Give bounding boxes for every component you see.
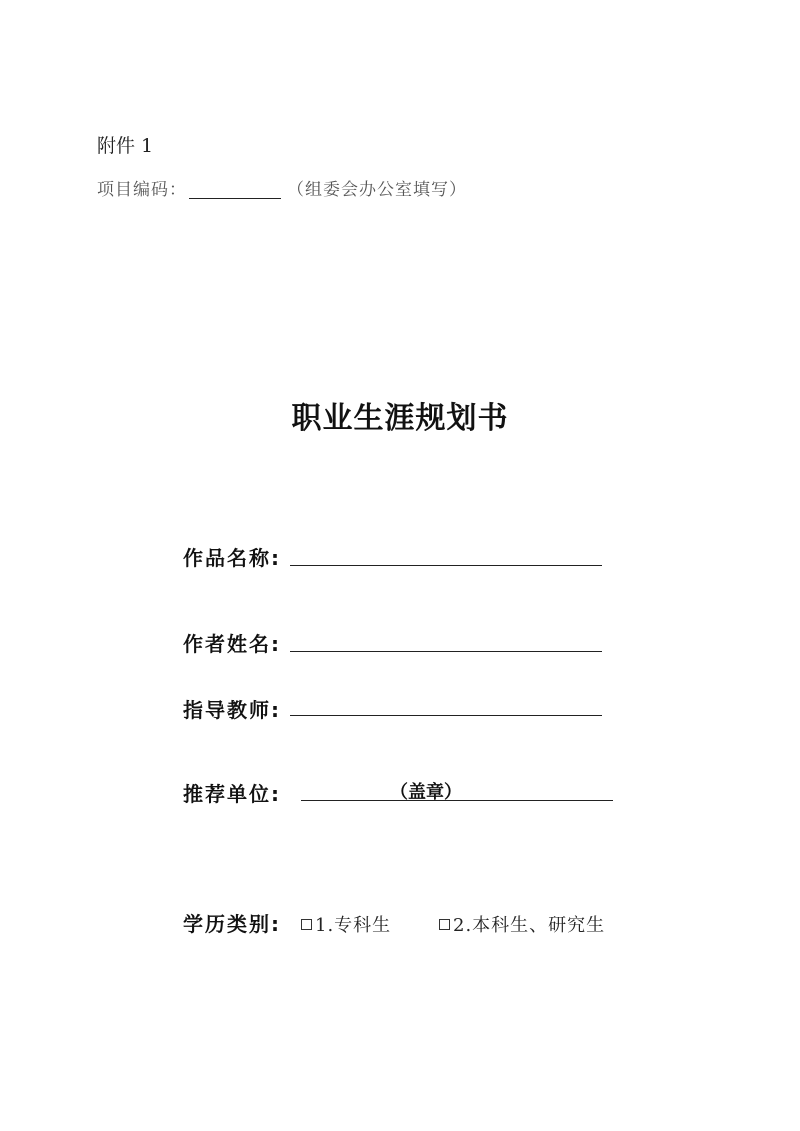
author-name-label: 作者姓名: [183, 632, 281, 656]
work-name-label: 作品名称: [183, 546, 281, 570]
education-option-1-label: 1.专科生 [315, 915, 392, 936]
recommender-label: 推荐单位: [183, 782, 281, 806]
recommender-blank[interactable] [301, 800, 613, 801]
education-option-1[interactable] [301, 911, 391, 937]
attachment-label: 附件 1 [97, 135, 154, 157]
checkbox-icon[interactable] [301, 919, 312, 930]
education-option-2[interactable] [439, 911, 605, 937]
seal-note: （盖章） [390, 782, 462, 803]
project-code-blank[interactable] [189, 180, 281, 199]
education-label: 学历类别: [183, 912, 281, 936]
document-title: 职业生涯规划书 [291, 401, 509, 436]
checkbox-icon[interactable] [439, 919, 450, 930]
project-code-note: （组委会办公室填写） [287, 180, 467, 200]
project-code-row [97, 175, 467, 200]
work-name-blank[interactable] [290, 565, 602, 566]
author-name-blank[interactable] [290, 651, 602, 652]
project-code-label: 项目编码： [97, 180, 187, 200]
education-option-2-label: 2.本科生、研究生 [453, 915, 606, 936]
advisor-label: 指导教师: [183, 698, 281, 722]
advisor-blank[interactable] [290, 715, 602, 716]
